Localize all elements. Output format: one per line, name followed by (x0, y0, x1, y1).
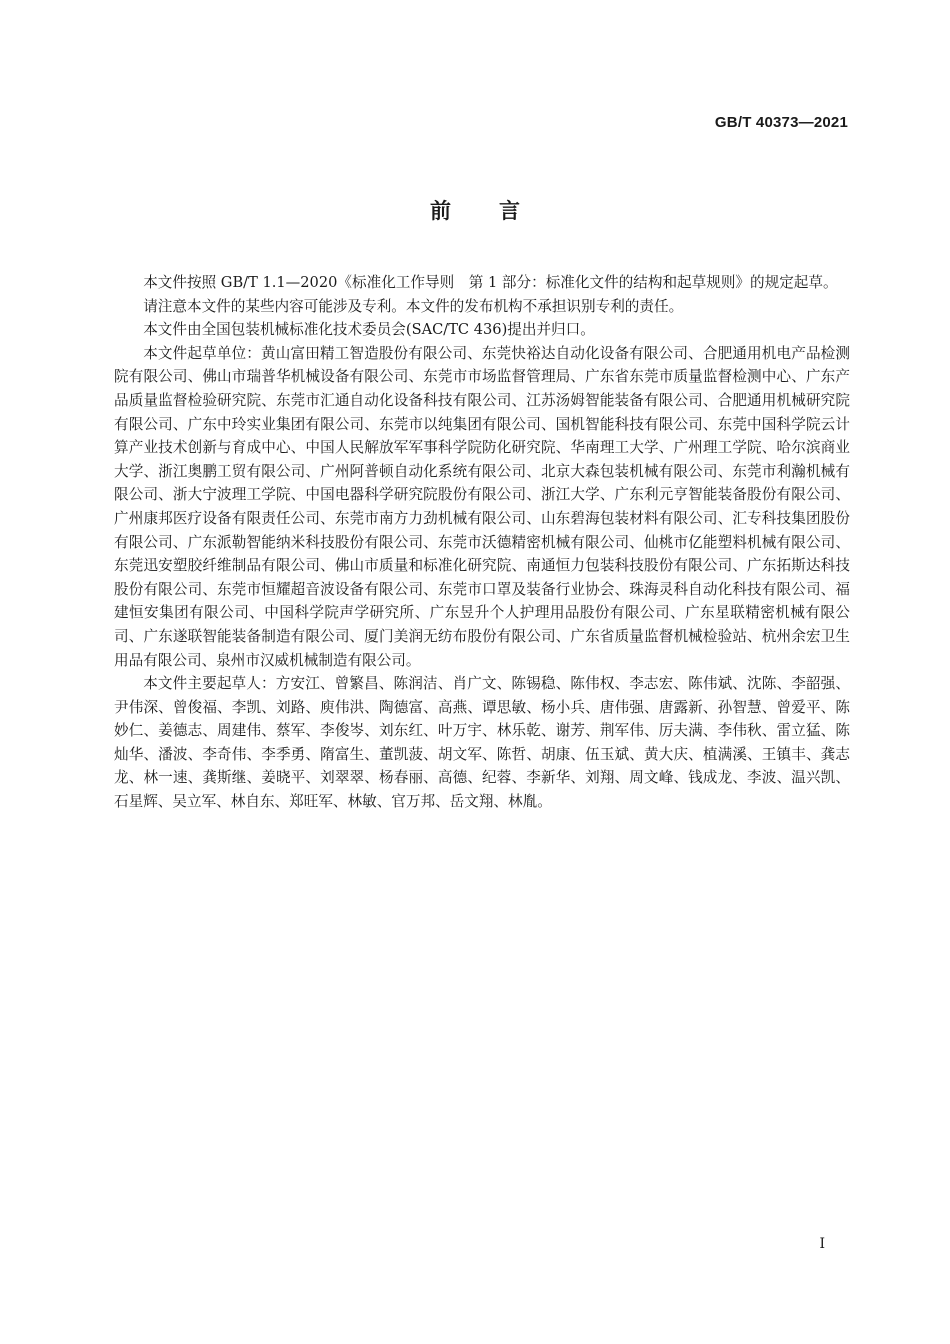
standard-number: GB/T 40373—2021 (714, 114, 848, 131)
paragraph-main-drafters: 本文件主要起草人：方安江、曾繁昌、陈润洁、肖广文、陈锡稳、陈伟权、李志宏、陈伟斌、沈陈、李韶强、尹伟深、曾俊福、李凯、刘路、庾伟洪、陶德富、高燕、谭思敏、杨小兵、唐伟强、唐露新、孙智慧、曾爱平、陈妙仁、姜德志、周建伟、蔡军、李俊岑、刘东红、叶万宇、林乐乾、谢芳、荆军伟、厉夫满、李伟秋、雷立猛、陈灿华、潘波、李奇伟、李季勇、隋富生、董凯菠、胡文军、陈哲、胡康、伍玉斌、黄大庆、植满溪、王镇丰、龚志龙、林一速、龚斯继、姜晓平、刘翠翠、杨春丽、高德、纪蓉、李新华、刘翔、周文峰、钱成龙、李波、温兴凯、石星辉、吴立军、林自东、郑旺军、林敏、官万邦、岳文翔、林胤。 (114, 675, 850, 811)
foreword-body (114, 271, 850, 814)
paragraph-proposer: 本文件由全国包装机械标准化技术委员会(SAC/TC 436)提出并归口。 (143, 321, 595, 339)
page-number: I (819, 1236, 825, 1252)
paragraph-drafting-units: 本文件起草单位：黄山富田精工智造股份有限公司、东莞快裕达自动化设备有限公司、合肥通用机电产品检测院有限公司、佛山市瑞普华机械设备有限公司、东莞市市场监督管理局、广东省东莞市质量监督检测中心、广东产品质量监督检验研究院、东莞市汇通自动化设备科技有限公司、江苏汤姆智能装备有限公司、合肥通用机械研究院有限公司、广东中玲实业集团有限公司、东莞市以纯集团有限公司、国机智能科技有限公司、东莞中国科学院云计算产业技术创新与育成中心、中国人民解放军军事科学院防化研究院、华南理工大学、广州理工学院、哈尔滨商业大学、浙江奥鹏工贸有限公司、广州阿普顿自动化系统有限公司、北京大森包装机械有限公司、东莞市利瀚机械有限公司、浙大宁波理工学院、中国电器科学研究院股份有限公司、浙江大学、广东利元亨智能装备股份有限公司、广州康邦医疗设备有限责任公司、东莞市南方力劲机械有限公司、山东碧海包装材料有限公司、汇专科技集团股份有限公司、广东派勒智能纳米科技股份有限公司、东莞市沃德精密机械有限公司、仙桃市亿能塑料机械有限公司、东莞迅安塑胶纤维制品有限公司、佛山市质量和标准化研究院、南通恒力包装科技股份有限公司、广东拓斯达科技股份有限公司、东莞市恒耀超音波设备有限公司、东莞市口罩及装备行业协会、珠海灵科自动化科技有限公司、福建恒安集团有限公司、中国科学院声学研究所、广东昱升个人护理用品股份有限公司、广东星联精密机械有限公司、广东遂联智能装备制造有限公司、厦门美润无纺布股份有限公司、广东省质量监督机械检验站、杭州余宏卫生用品有限公司、泉州市汉威机械制造有限公司。 (114, 344, 850, 669)
paragraph-patent-notice: 请注意本文件的某些内容可能涉及专利。本文件的发布机构不承担识别专利的责任。 (143, 297, 684, 315)
page-title: 前言 (430, 199, 568, 223)
paragraph-drafting-rules: 本文件按照 GB/T 1.1—2020《标准化工作导则 第 1 部分：标准化文件的结构和起草规则》的规定起草。 (143, 274, 838, 291)
